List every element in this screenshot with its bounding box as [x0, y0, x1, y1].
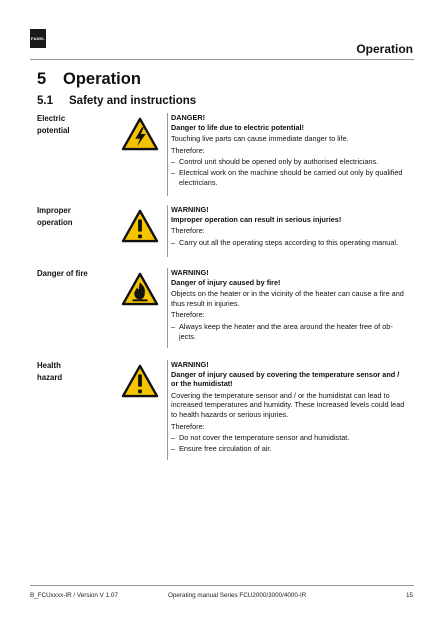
block-divider: [167, 205, 168, 257]
page-number: 15: [405, 592, 413, 599]
footer-divider: [30, 585, 414, 586]
list-item: – Control unit should be opened only by authorised electricians.: [171, 157, 379, 167]
hazard-text: Covering the temperature sensor and / or the humidistat can lead to increased temperatures and humidity. These increased levels could lead to health hazards or serious injuries.: [171, 390, 405, 419]
block-label: Health hazard: [37, 361, 63, 382]
therefore-label: Therefore:: [171, 145, 205, 155]
signal-word: DANGER!: [171, 113, 206, 122]
block-content: [171, 205, 407, 248]
fasel-logo: [30, 29, 46, 48]
chapter-number: 5: [37, 70, 47, 88]
block-divider: [167, 113, 168, 196]
list-item: – Do not cover the temperature sensor and humidistat.: [171, 433, 350, 443]
block-label: Improper operation: [37, 206, 73, 227]
footer-center: Operating manual Series FCU2000/3000/4000-IR: [168, 592, 307, 599]
safety-block-improper-operation: [37, 205, 413, 257]
block-divider: [167, 268, 168, 348]
section-heading: [37, 95, 196, 107]
therefore-label: Therefore:: [171, 226, 205, 236]
hazard-subtitle: Improper operation can result in serious injuries!: [171, 214, 342, 224]
hazard-subtitle: Danger of injury caused by covering the temperature sensor and / or the humidistat!: [171, 369, 400, 389]
electric-hazard-icon: [121, 117, 159, 151]
section-title: Safety and instructions: [69, 95, 197, 107]
block-label: Danger of fire: [37, 269, 88, 278]
chapter-heading: [37, 70, 141, 89]
block-divider: [167, 360, 168, 460]
header-divider: [30, 59, 414, 60]
therefore-label: Therefore:: [171, 421, 205, 431]
hazard-text: Touching live parts can cause immediate danger to life.: [171, 134, 349, 144]
hazard-subtitle: Danger to life due to electric potential!: [171, 122, 304, 132]
chapter-title: Operation: [63, 70, 141, 88]
warning-exclamation-icon: [121, 364, 159, 398]
fire-hazard-icon: [121, 272, 159, 306]
warning-exclamation-icon: [121, 209, 159, 243]
safety-block-electric: [37, 113, 413, 196]
footer-left: B_FCUxxxx-IR / Version V 1.07: [30, 592, 118, 599]
signal-word: WARNING!: [171, 268, 209, 277]
block-content: [171, 360, 407, 454]
hazard-subtitle: Danger of injury caused by fire!: [171, 277, 281, 287]
logo-text: FASEL: [31, 36, 45, 41]
list-item: – Always keep the heater and the area around the heater free of ob-jects.: [171, 321, 393, 341]
signal-word: WARNING!: [171, 205, 209, 214]
hazard-text: Objects on the heater or in the vicinity of the heater can cause a fire and thus result in injuries.: [171, 289, 404, 308]
header-title: Operation: [356, 42, 413, 56]
section-number: 5.1: [37, 95, 53, 107]
therefore-label: Therefore:: [171, 310, 205, 320]
signal-word: WARNING!: [171, 360, 209, 369]
list-item: – Ensure free circulation of air.: [171, 443, 272, 453]
block-content: [171, 268, 407, 342]
block-label: Electric potential: [37, 114, 70, 135]
list-item: – Carry out all the operating steps according to this operating manual.: [171, 237, 399, 247]
safety-block-health-hazard: [37, 360, 413, 460]
safety-block-fire: [37, 268, 413, 348]
block-content: [171, 113, 407, 188]
list-item: – Electrical work on the machine should be carried out only by qualified electricians.: [171, 167, 403, 187]
